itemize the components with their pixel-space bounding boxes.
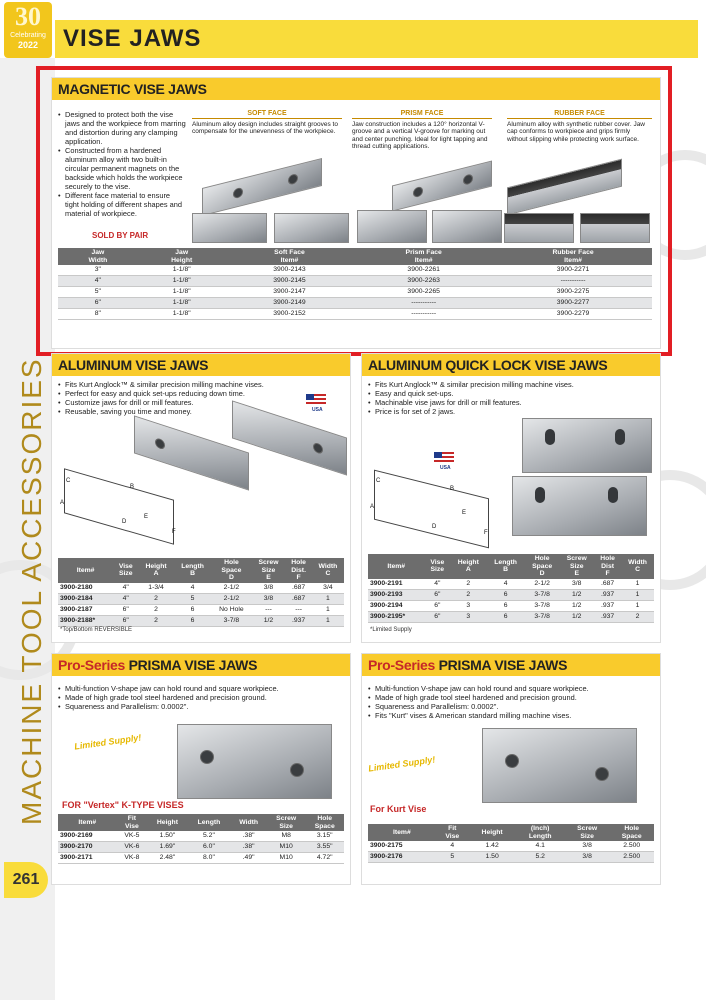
quick-lock-jaw-image: [522, 418, 652, 473]
bullet: • Machinable vise jaws for drill or mill features.: [368, 398, 638, 407]
table-cell: 1: [621, 579, 654, 590]
table-cell: 1-1/8": [138, 309, 226, 320]
aluminum-vise-jaws-panel: [52, 354, 350, 642]
dim-label: B: [450, 486, 455, 492]
table-cell: 3/8: [565, 841, 610, 852]
table-cell: VK-5: [117, 831, 148, 842]
table-cell: 8.0": [188, 853, 231, 864]
quick-lock-jaw-image: [512, 476, 647, 536]
table-cell: 3900-2187: [58, 604, 113, 615]
table-cell: 3/4: [312, 583, 344, 594]
bullet: • Fits Kurt Anglock™ & similar precision milling machine vises.: [368, 380, 638, 389]
bullet: • Reusable, saving you time and money.: [58, 407, 328, 416]
soft-face-heading: SOFT FACE: [192, 110, 342, 119]
bullet: • Designed to protect both the vise jaws and the workpiece from marring and distortion during any clamping application.: [58, 110, 186, 146]
table-row: [368, 611, 654, 622]
column-header: Rubber Face Item#: [494, 248, 652, 265]
pro-series-label: Pro-Series: [58, 657, 126, 673]
table-cell: 6: [174, 615, 212, 626]
logo-line1: Celebrating: [10, 32, 46, 39]
table-cell: 1.50": [147, 831, 187, 842]
table-cell: 6: [486, 611, 524, 622]
table-cell: 4.1: [515, 841, 564, 852]
table-cell: 4: [486, 579, 524, 590]
table-cell: 2: [138, 593, 173, 604]
bullet: • Fits Kurt Anglock™ & similar precision milling machine vises.: [58, 380, 328, 389]
limited-supply-label: Limited Supply!: [367, 754, 436, 774]
table-cell: 2: [138, 604, 173, 615]
column-header: Hole Dist F: [594, 554, 621, 579]
table-cell: 4": [113, 583, 138, 594]
table-cell: M10: [267, 853, 306, 864]
table-cell: 3900-2263: [353, 276, 494, 287]
column-header: Screw Size: [267, 814, 306, 831]
table-cell: 3900-2194: [368, 600, 424, 611]
table-cell: 5: [436, 852, 469, 863]
table-cell: ---: [252, 604, 286, 615]
table-cell: 4: [436, 841, 469, 852]
table-cell: 3900-2171: [58, 853, 117, 864]
column-header: Jaw Width: [58, 248, 138, 265]
column-header: Fit Vise: [436, 824, 469, 841]
table-cell: 1-3/4: [138, 583, 173, 594]
aluminum-jaws-table: [58, 558, 344, 627]
column-header: Height: [469, 824, 516, 841]
column-header: Height A: [138, 558, 173, 583]
prisma-title-rest: PRISMA VISE JAWS: [435, 657, 568, 673]
table-cell: No Hole: [211, 604, 251, 615]
table-cell: 1.69": [147, 842, 187, 853]
bullet: • Made of high grade tool steel hardened and precision ground.: [368, 693, 653, 702]
table-row: [368, 589, 654, 600]
table-row: [58, 831, 344, 842]
table-cell: 6": [58, 298, 138, 309]
table-cell: 1/2: [559, 600, 594, 611]
vertical-section-title: MACHINE TOOL ACCESSORIES: [16, 357, 47, 825]
table-cell: 3900-2279: [494, 309, 652, 320]
table-cell: 3900-2145: [226, 276, 354, 287]
table-cell: 3-7/8: [211, 615, 251, 626]
table-cell: 4": [424, 579, 450, 590]
table-cell: 1-1/8": [138, 276, 226, 287]
table-header-row: [368, 554, 654, 579]
quick-lock-jaws-table: [368, 554, 654, 623]
hole: [595, 767, 609, 781]
table-cell: -----------: [494, 276, 652, 287]
usa-label: USA: [440, 465, 451, 471]
table-row: [368, 579, 654, 590]
table-cell: 1.50: [469, 852, 516, 863]
table-cell: 6: [486, 589, 524, 600]
table-cell: 1: [312, 604, 344, 615]
table-cell: .937: [594, 600, 621, 611]
table-cell: 3900-2184: [58, 593, 113, 604]
table-cell: 3900-2191: [368, 579, 424, 590]
table-header-row: [58, 814, 344, 831]
table-cell: -----------: [353, 309, 494, 320]
table-cell: 3900-2176: [368, 852, 436, 863]
table-cell: 3900-2152: [226, 309, 354, 320]
column-header: Length: [188, 814, 231, 831]
table-cell: 3-7/8: [525, 611, 560, 622]
table-cell: 1: [312, 593, 344, 604]
logo-line2: 2022: [17, 40, 39, 50]
table-cell: 4": [113, 593, 138, 604]
table-cell: 1-1/8": [138, 298, 226, 309]
table-row: [58, 615, 344, 626]
table-cell: 2: [450, 589, 486, 600]
dim-label: B: [130, 484, 135, 490]
table-cell: 1-1/8": [138, 265, 226, 276]
table-cell: 1/2: [559, 611, 594, 622]
table-cell: 3-7/8: [525, 589, 560, 600]
prisma-title-rest: PRISMA VISE JAWS: [125, 657, 258, 673]
dim-label: A: [370, 504, 375, 510]
table-cell: 5": [58, 287, 138, 298]
bullet: • Fits "Kurt" vises & American standard milling machine vises.: [368, 711, 653, 720]
table-cell: 3900-2175: [368, 841, 436, 852]
pro-series-label: Pro-Series: [368, 657, 436, 673]
quick-lock-vise-jaws-panel: [362, 354, 660, 642]
aluminum-bullets: [58, 380, 328, 416]
sold-by-pair: SOLD BY PAIR: [92, 231, 149, 240]
column-header: Hole Space: [609, 824, 654, 841]
dim-label: A: [60, 500, 65, 506]
for-kurt-note: For Kurt Vise: [370, 804, 427, 814]
table-cell: .38": [230, 831, 267, 842]
for-vertex-note: FOR "Vertex" K-TYPE VISES: [62, 800, 184, 810]
table-cell: 3/8: [252, 583, 286, 594]
column-header: Screw Size E: [559, 554, 594, 579]
column-header: Width C: [312, 558, 344, 583]
table-cell: 3900-2275: [494, 287, 652, 298]
hole: [505, 754, 519, 768]
table-cell: 4": [58, 276, 138, 287]
dim-label: D: [432, 524, 437, 530]
table-cell: 1/2: [559, 589, 594, 600]
column-header: Vise Size: [424, 554, 450, 579]
column-header: Hole Dist. F: [285, 558, 311, 583]
usa-label: USA: [312, 407, 323, 413]
table-cell: 3: [450, 611, 486, 622]
dim-label: E: [144, 514, 149, 520]
prisma-vertex-table: [58, 814, 344, 864]
table-row: [368, 600, 654, 611]
prism-face-heading: PRISM FACE: [352, 110, 492, 119]
table-cell: 2.500: [609, 841, 654, 852]
table-cell: 3900-2180: [58, 583, 113, 594]
table-cell: 3.55": [305, 842, 344, 853]
table-cell: 2: [450, 579, 486, 590]
bullet: • Perfect for easy and quick set-ups reducing down time.: [58, 389, 328, 398]
bullet: • Easy and quick set-ups.: [368, 389, 638, 398]
dim-label: D: [122, 519, 127, 525]
table-cell: 3: [450, 600, 486, 611]
page-title: VISE JAWS: [63, 25, 202, 52]
table-cell: 6": [424, 600, 450, 611]
aluminum-title: ALUMINUM VISE JAWS: [52, 354, 350, 376]
column-header: Fit Vise: [117, 814, 148, 831]
table-cell: 5.2: [515, 852, 564, 863]
dimension-diagram: [374, 470, 489, 549]
hole: [290, 763, 304, 777]
table-cell: 2.48": [147, 853, 187, 864]
table-cell: 3900-2271: [494, 265, 652, 276]
table-cell: 3.15": [305, 831, 344, 842]
hole: [155, 437, 165, 450]
table-cell: 2: [138, 615, 173, 626]
column-header: Width: [230, 814, 267, 831]
prisma-jaw-image: [482, 728, 637, 803]
table-cell: VK-6: [117, 842, 148, 853]
table-cell: .937: [594, 611, 621, 622]
table-row: [368, 852, 654, 863]
column-header: Width C: [621, 554, 654, 579]
dim-label: F: [172, 529, 176, 535]
table-cell: .38": [230, 842, 267, 853]
table-cell: 3900-2169: [58, 831, 117, 842]
table-cell: 4.72": [305, 853, 344, 864]
table-cell: 3": [58, 265, 138, 276]
bullet: • Price is for set of 2 jaws.: [368, 407, 638, 416]
rubber-face-heading: RUBBER FACE: [507, 110, 652, 119]
table-cell: 8": [58, 309, 138, 320]
prisma-vertex-bullets: [58, 684, 343, 711]
usa-flag-icon: [306, 394, 326, 406]
bullet: • Customize jaws for drill or mill features.: [58, 398, 328, 407]
table-cell: 1-1/8": [138, 287, 226, 298]
column-header: Screw Size E: [252, 558, 286, 583]
table-cell: 3/8: [252, 593, 286, 604]
bullet: • Multi-function V-shape jaw can hold round and square workpiece.: [368, 684, 653, 693]
table-row: [368, 841, 654, 852]
table-cell: 1/2: [252, 615, 286, 626]
table-cell: M10: [267, 842, 306, 853]
table-cell: ---: [285, 604, 311, 615]
table-cell: -----------: [353, 298, 494, 309]
table-cell: 3900-2143: [226, 265, 354, 276]
table-cell: .687: [594, 579, 621, 590]
page-number: 261: [4, 862, 48, 898]
dim-label: C: [376, 478, 381, 484]
table-cell: 6": [424, 589, 450, 600]
table-cell: 3900-2195*: [368, 611, 424, 622]
table-cell: 1.42: [469, 841, 516, 852]
bullet: • Different face material to ensure tight holding of different shapes and material of workpiece.: [58, 191, 186, 218]
table-cell: 3900-2261: [353, 265, 494, 276]
prisma-kurt-bullets: [368, 684, 653, 720]
table-cell: .687: [285, 583, 311, 594]
table-cell: 2-1/2: [211, 593, 251, 604]
prism-face-text: Jaw construction includes a 120° horizontal V-groove and a vertical V-groove for marking out and center punching. Ideal for light tapping and thread cutting applications.: [352, 120, 488, 150]
anniversary-logo: [4, 2, 52, 58]
column-header: Item#: [368, 554, 424, 579]
dim-label: F: [484, 530, 488, 536]
table-cell: 6.0": [188, 842, 231, 853]
column-header: Height: [147, 814, 187, 831]
column-header: Length B: [174, 558, 212, 583]
table-row: [58, 842, 344, 853]
prisma-jaw-image: [177, 724, 332, 799]
bullet: • Made of high grade tool steel hardened and precision ground.: [58, 693, 343, 702]
table-cell: 3900-2149: [226, 298, 354, 309]
table-row: [58, 583, 344, 594]
column-header: Hole Space D: [525, 554, 560, 579]
magnetic-title: MAGNETIC VISE JAWS: [52, 78, 660, 100]
bullet: • Squareness and Parallelism: 0.0002".: [58, 702, 343, 711]
hole: [313, 442, 323, 455]
soft-face-text: Aluminum alloy design includes straight grooves to compensate for the unevenness of the workpiece.: [192, 120, 338, 135]
slot: [545, 429, 555, 445]
hole: [200, 750, 214, 764]
prisma-kurt-title: [362, 654, 660, 676]
slot: [535, 487, 545, 503]
column-header: Height A: [450, 554, 486, 579]
column-header: Hole Space D: [211, 558, 251, 583]
table-cell: 5: [174, 593, 212, 604]
table-cell: 6": [113, 615, 138, 626]
bullet: • Constructed from a hardened aluminum alloy with two built-in circular permanent magnets on the backside which holds the workpiece securely to the vise.: [58, 146, 186, 191]
bullet: • Squareness and Parallelism: 0.0002".: [368, 702, 653, 711]
table-cell: VK-8: [117, 853, 148, 864]
table-cell: 6: [174, 604, 212, 615]
table-cell: 3900-2147: [226, 287, 354, 298]
table-cell: .937: [285, 615, 311, 626]
column-header: Hole Space: [305, 814, 344, 831]
column-header: Vise Size: [113, 558, 138, 583]
slot: [608, 487, 618, 503]
bullet: • Multi-function V-shape jaw can hold round and square workpiece.: [58, 684, 343, 693]
table-cell: 3-7/8: [525, 600, 560, 611]
table-cell: 3900-2193: [368, 589, 424, 600]
table-cell: .937: [594, 589, 621, 600]
highlight-frame: [36, 66, 672, 356]
table-cell: 3/8: [559, 579, 594, 590]
table-cell: 5.2": [188, 831, 231, 842]
table-cell: M8: [267, 831, 306, 842]
table-cell: 2-1/2: [211, 583, 251, 594]
table-cell: 3900-2170: [58, 842, 117, 853]
quick-lock-bullets: [368, 380, 638, 416]
table-row: [58, 593, 344, 604]
rubber-face-text: Aluminum alloy with synthetic rubber cover. Jaw cap conforms to workpiece and grips firmly without slipping while protecting work surface.: [507, 120, 646, 143]
table-cell: 6: [486, 600, 524, 611]
prisma-vertex-panel: [52, 654, 350, 884]
table-cell: .687: [285, 593, 311, 604]
table-header-row: [58, 558, 344, 583]
table-note: *Top/Bottom REVERSIBLE: [60, 627, 133, 633]
dim-label: E: [462, 510, 467, 516]
column-header: Item#: [58, 814, 117, 831]
column-header: Soft Face Item#: [226, 248, 354, 265]
table-cell: 3900-2188*: [58, 615, 113, 626]
dim-label: C: [66, 478, 71, 484]
table-row: [58, 604, 344, 615]
table-cell: 6": [113, 604, 138, 615]
prisma-kurt-panel: [362, 654, 660, 884]
logo-number: 30: [15, 2, 41, 31]
table-cell: 4: [174, 583, 212, 594]
column-header: Jaw Height: [138, 248, 226, 265]
table-cell: .49": [230, 853, 267, 864]
table-cell: 1: [621, 589, 654, 600]
table-cell: 3/8: [565, 852, 610, 863]
slot: [615, 429, 625, 445]
table-cell: 3900-2265: [353, 287, 494, 298]
table-cell: 3900-2277: [494, 298, 652, 309]
usa-flag-icon: [434, 452, 454, 464]
table-cell: 1: [312, 615, 344, 626]
table-cell: 6": [424, 611, 450, 622]
column-header: Prism Face Item#: [353, 248, 494, 265]
column-header: Screw Size: [565, 824, 610, 841]
limited-supply-label: Limited Supply!: [73, 732, 142, 752]
quick-lock-title: ALUMINUM QUICK LOCK VISE JAWS: [362, 354, 660, 376]
prisma-kurt-table: [368, 824, 654, 863]
table-note: *Limited Supply: [370, 627, 412, 633]
prisma-vertex-title: [52, 654, 350, 676]
table-cell: 2: [621, 611, 654, 622]
table-cell: 2.500: [609, 852, 654, 863]
column-header: Length B: [486, 554, 524, 579]
table-row: [58, 853, 344, 864]
table-cell: 2-1/2: [525, 579, 560, 590]
column-header: Item#: [58, 558, 113, 583]
table-cell: 1: [621, 600, 654, 611]
column-header: Item#: [368, 824, 436, 841]
table-header-row: [368, 824, 654, 841]
column-header: (Inch) Length: [515, 824, 564, 841]
dimension-diagram: [64, 468, 174, 545]
page-title-bar: [55, 20, 698, 58]
